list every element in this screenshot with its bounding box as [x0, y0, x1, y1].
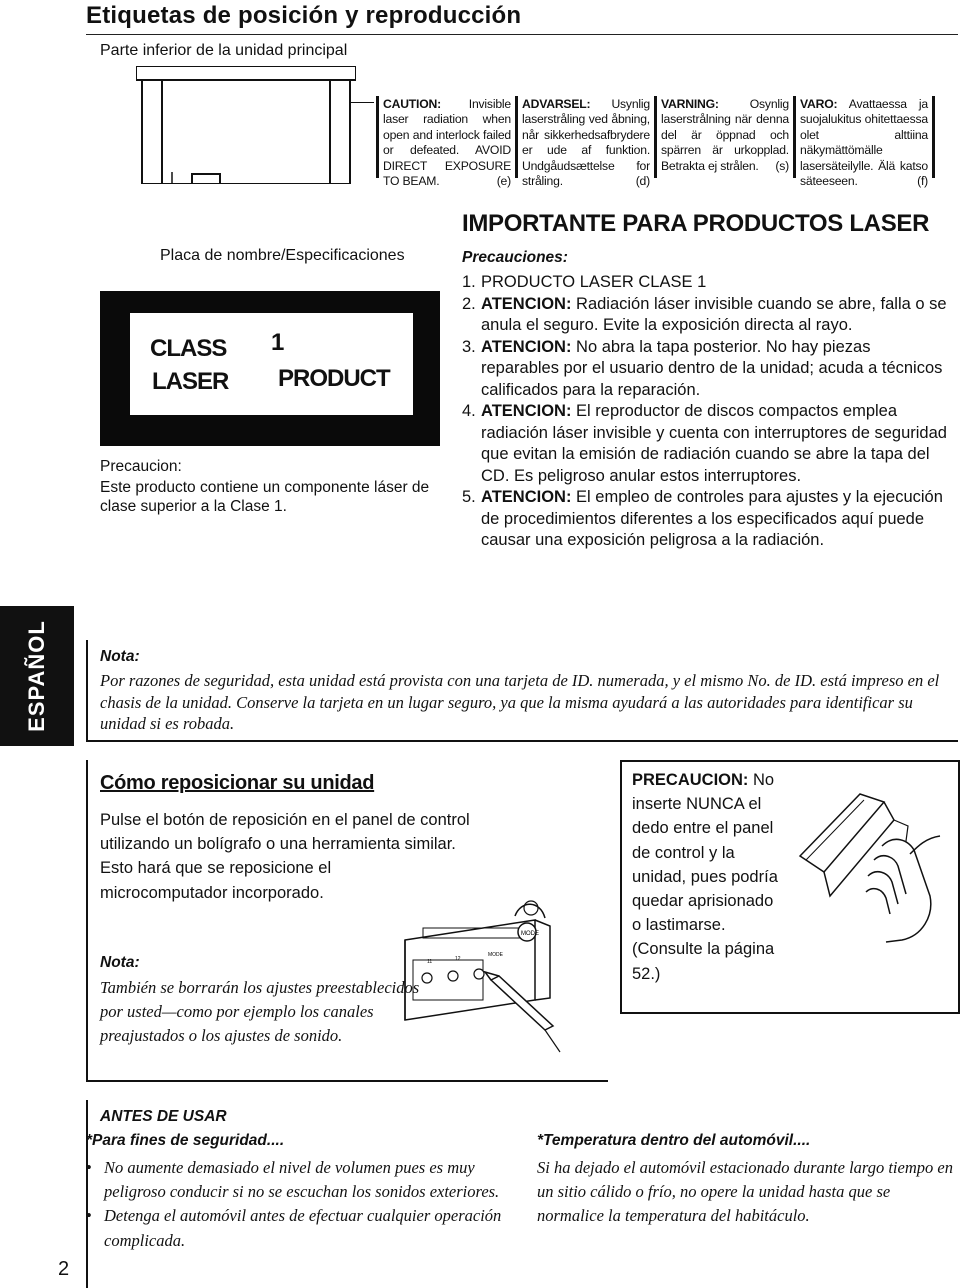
- unit-bottom-illustration: [136, 66, 356, 184]
- reset-device-illustration: [395, 880, 615, 1070]
- svg-text:11: 11: [427, 959, 433, 965]
- nameplate-laser: LASER: [152, 368, 229, 395]
- page-subtitle: Parte inferior de la unidad principal: [100, 42, 348, 59]
- page-number: 2: [58, 1258, 70, 1280]
- reset-title: Cómo reposicionar su unidad: [100, 772, 375, 794]
- note-text: Por razones de seguridad, esta unidad está provista con una tarjeta de ID. numerada, y el mismo No. de ID. está impreso en el chasis de la unidad. Conserve la tarjeta en un lugar seguro, ya que la misma ayudará a las autoridades para identificar su unidad si es robada.: [100, 671, 940, 733]
- warning-label-en: CAUTION: Invisible laser radiation when open and interlock failed or defeated. AVOID DIRECT EXPOSURE TO BEAM. (e): [379, 96, 518, 178]
- temperature-text: Si ha dejado el automóvil estacionado durante largo tiempo en un sitio cálido o frío, no opere la unidad hasta que se normalice la temperatura del habitáculo.: [537, 1158, 953, 1226]
- list-item: 3. ATENCION: No abra la tapa posterior. No hay piezas reparables por el usuario dentro de la unidad; acuda a técnicos calificados para la reparación.: [462, 337, 943, 399]
- leader-lines: [150, 170, 230, 250]
- pen-icon: [491, 976, 553, 1030]
- title-divider: [86, 34, 958, 35]
- warning-pointer-line: [350, 102, 374, 103]
- temperature-subtitle: *Temperatura dentro del automóvil....: [537, 1132, 811, 1149]
- nameplate-number: 1: [271, 329, 284, 356]
- precautions-subtitle: Precauciones:: [462, 249, 568, 266]
- plate-precaution-text: Este producto contiene un componente láser de clase superior a la Clase 1.: [100, 479, 430, 515]
- reset-note-label: Nota:: [100, 954, 140, 971]
- mode-knob-label: MODE: [521, 931, 539, 937]
- nameplate-caption: Placa de nombre/Especificaciones: [160, 247, 405, 264]
- language-tab-label: ESPAÑOL: [24, 620, 49, 732]
- safety-bullets: [86, 1156, 516, 1253]
- svg-text:MODE: MODE: [488, 952, 503, 958]
- nameplate-label: [130, 313, 413, 415]
- list-item: • Detenga el automóvil antes de efectuar cualquier operación complicada.: [86, 1206, 502, 1250]
- before-use-title: ANTES DE USAR: [100, 1108, 227, 1125]
- warning-label-da: ADVARSEL: Usynlig laserstråling ved åbning, når sikkerhedsafbrydere er ude af funktion. Undgåudsættelse for stråling. (d): [518, 96, 657, 178]
- hand-panel-illustration: [790, 776, 950, 946]
- list-item: 4. ATENCION: El reproductor de discos compactos emplea radiación láser invisible y cuenta con interruptores de seguridad que evitan la emisión de radiación cuando se abre la tapa del CD. Es peligroso anular estos interruptores.: [462, 402, 947, 485]
- reset-instructions: Pulse el botón de reposición en el panel de control utilizando un bolígrafo o una herramienta similar. Esto hará que se reposicione el microcomputador incorporado.: [100, 811, 470, 902]
- nameplate-class: CLASS: [150, 335, 227, 362]
- page-title: Etiquetas de posición y reproducción: [86, 2, 522, 29]
- list-item: 5. ATENCION: El empleo de controles para ajustes y la ejecución de procedimientos diferentes a los especificados aquí puede causar una exposición peligrosa a la radiación.: [462, 488, 943, 549]
- important-laser-title: IMPORTANTE PARA PRODUCTOS LASER: [462, 210, 930, 237]
- laser-warning-labels: [376, 96, 935, 189]
- warning-label-sv: VARNING: Osynlig laserstrålning när denna del är öppnad och spärren är urkopplad. Betrakta ej strålen. (s): [657, 96, 796, 178]
- safety-subtitle: *Para fines de seguridad....: [86, 1132, 285, 1149]
- list-item: 2. ATENCION: Radiación láser invisible cuando se abre, falla o se anula el seguro. Evite la exposición directa al rayo.: [462, 294, 947, 334]
- plate-precaution-label: Precaucion:: [100, 458, 182, 475]
- precautions-list: [462, 272, 952, 552]
- reset-note-text: También se borrarán los ajustes preestablecidos por usted—como por ejemplo los canales preajustados o los ajustes de sonido.: [100, 978, 420, 1046]
- warning-label-fi: VARO: Avattaessa ja suojalukitus ohitettaessa olet alttiina näkymättömälle lasersäteilylle. Älä katso säteeseen. (f): [796, 96, 935, 178]
- finger-precaution-text: PRECAUCION: No inserte NUNCA el dedo entre el panel de control y la unidad, pues podría quedar aprisionado o lastimarse. (Consulte la página 52.): [632, 771, 778, 983]
- note-label: Nota:: [100, 648, 140, 665]
- svg-text:12: 12: [455, 956, 461, 962]
- list-item: 1. PRODUCTO LASER CLASE 1: [462, 273, 707, 291]
- nameplate-product: PRODUCT: [278, 365, 390, 392]
- list-item: • No aumente demasiado el nivel de volumen pues es muy peligroso conducir si no se escuchan los sonidos exteriores.: [86, 1158, 500, 1202]
